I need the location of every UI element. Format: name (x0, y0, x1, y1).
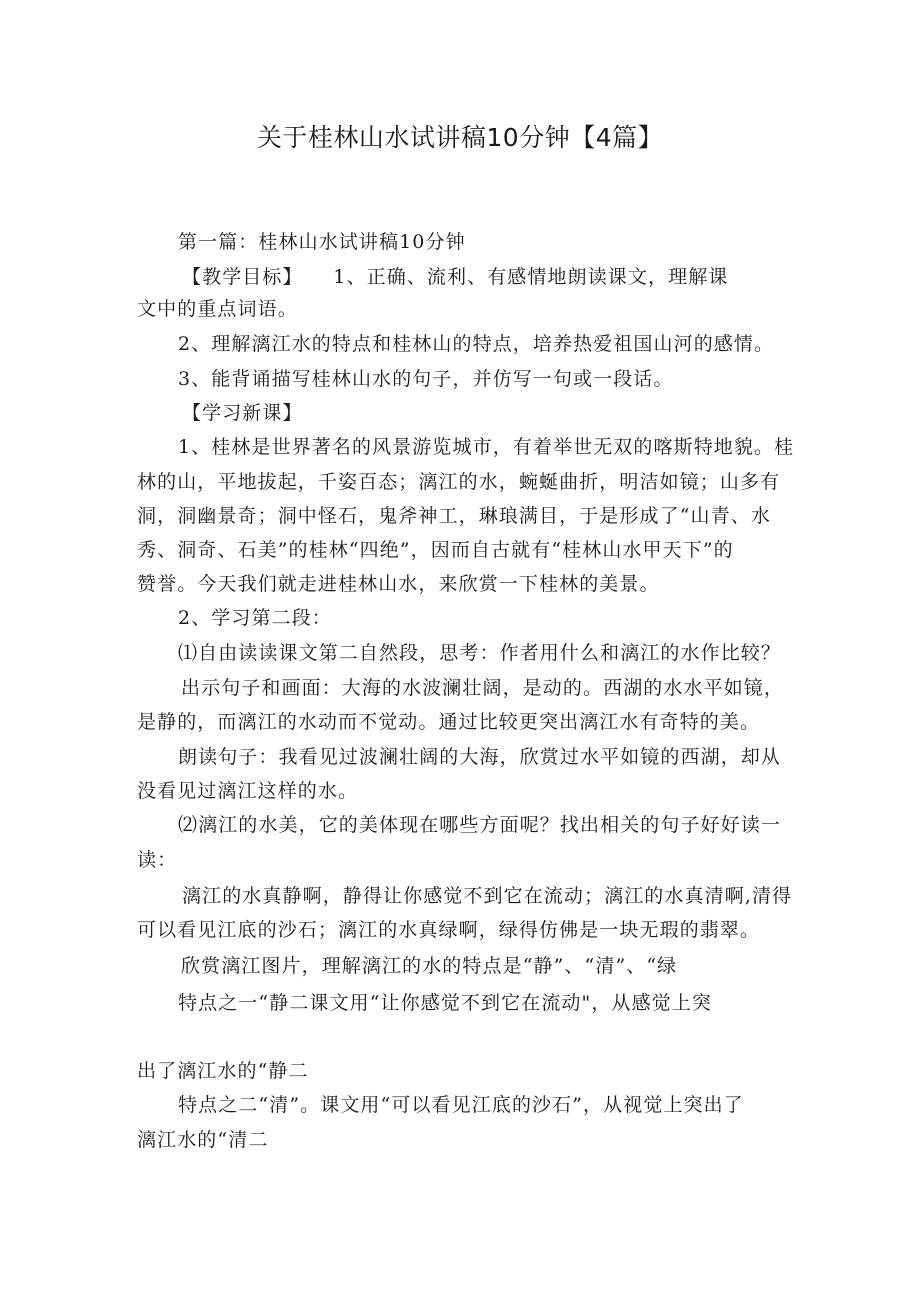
paragraph-line: 是静的，而漓江的水动而不觉动。通过比较更突出漓江水有奇特的美。 (137, 711, 761, 733)
paragraph-line: 1、桂林是世界著名的风景游览城市，有着举世无双的喀斯特地貌。桂 (178, 436, 795, 458)
document-title: 关于桂林山水试讲稿10分钟【4篇】 (256, 123, 664, 152)
paragraph-line: 文中的重点词语。 (137, 298, 298, 320)
paragraph-line: ⑴自由读读课文第二自然段，思考：作者用什么和漓江的水作比较？ (178, 642, 782, 664)
paragraph-line: ⑵漓江的水美，它的美体现在哪些方面呢？找出相关的句子好好读一 (178, 814, 782, 836)
subheading: 【学习新课】 (182, 402, 303, 424)
paragraph-line: 没看见过漓江这样的水。 (137, 780, 359, 802)
paragraph-line: 朗读句子：我看见过波澜壮阔的大海，欣赏过水平如镜的西湖，却从 (178, 746, 782, 768)
paragraph-line: 可以看见江底的沙石；漓江的水真绿啊，绿得仿佛是一块无瑕的翡翠。 (137, 919, 761, 941)
paragraph-line: 出示句子和画面：大海的水波澜壮阔，是动的。西湖的水水平如镜， (181, 677, 785, 699)
section-heading: 第一篇：桂林山水试讲稿10分钟 (178, 231, 466, 253)
paragraph-line: 秀、洞奇、石美”的桂林“四绝”，因而自古就有“桂林山水甲天下”的 (137, 539, 734, 561)
paragraph-line: 3、能背诵描写桂林山水的句子，并仿写一句或一段话。 (178, 368, 674, 390)
paragraph-line: 赞誉。今天我们就走进桂林山水，来欣赏一下桂林的美景。 (137, 573, 660, 595)
paragraph-line: 出了漓江水的“静二 (137, 1060, 309, 1082)
paragraph-line: 欣赏漓江图片，理解漓江的水的特点是“静”、“清”、“绿 (181, 955, 678, 977)
paragraph-line: 读： (137, 849, 178, 871)
paragraph-line: 特点之二“清”。课文用“可以看见江底的沙石”，从视觉上突出了 (178, 1094, 744, 1116)
paragraph-line: 林的山，平地拔起，千姿百态；漓江的水，蜿蜒曲折，明洁如镜；山多有 (137, 471, 781, 493)
paragraph-line: 【教学目标】 1、正确、流利、有感情地朗读课文，理解课 (182, 266, 729, 288)
paragraph-line: 洞，洞幽景奇；洞中怪石，鬼斧神工，琳琅满目，于是形成了“山青、水 (137, 505, 771, 527)
paragraph-line: 漓江的水真静啊，静得让你感觉不到它在流动；漓江的水真清啊,清得 (182, 885, 793, 907)
paragraph-line: 漓江水的“清二 (137, 1129, 269, 1151)
paragraph-line: 特点之一“静二课文用“让你感觉不到它在流动"，从感觉上突 (178, 992, 712, 1014)
paragraph-line: 2、理解漓江水的特点和桂林山的特点，培养热爱祖国山河的感情。 (178, 333, 775, 355)
paragraph-line: 2、学习第二段： (178, 607, 332, 629)
